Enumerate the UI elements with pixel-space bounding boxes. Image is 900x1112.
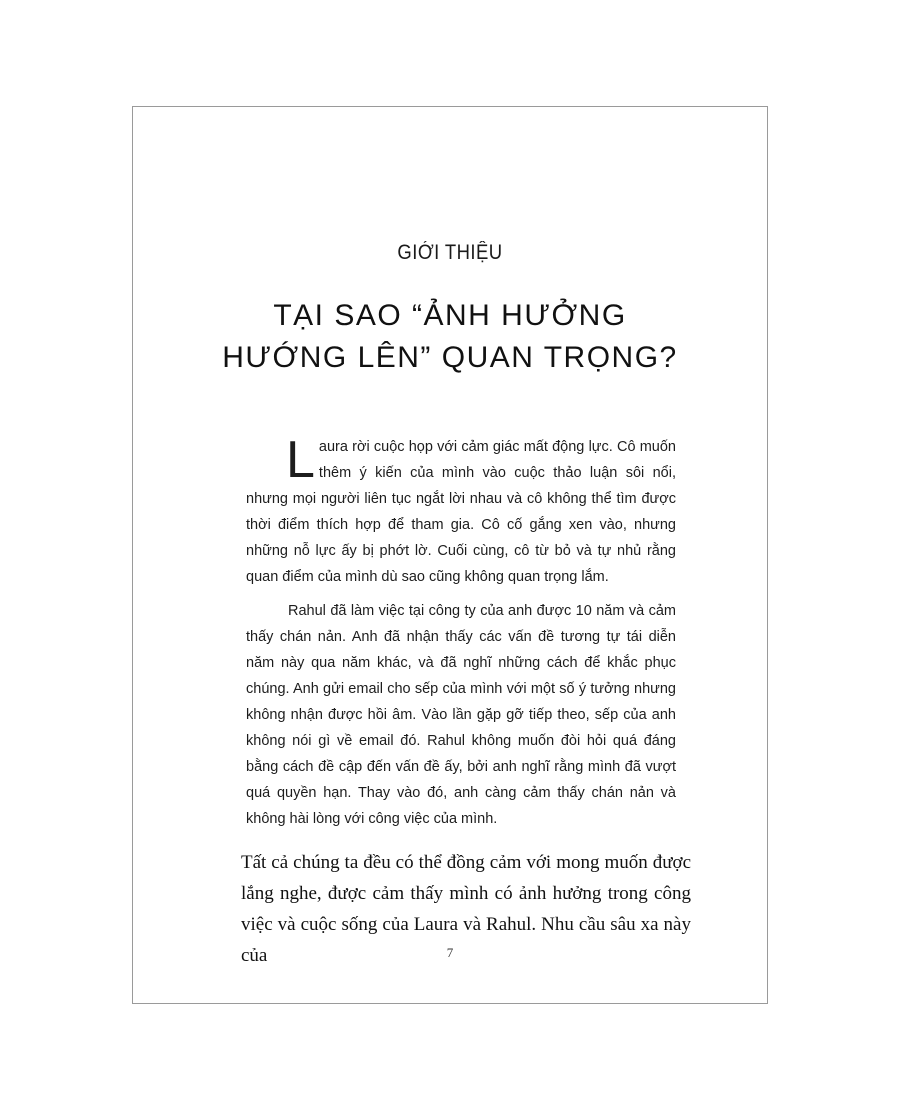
chapter-title-line-1: TẠI SAO “ẢNH HƯỞNG [273,299,627,332]
paragraph-laura-text: aura rời cuộc họp với cảm giác mất động lực. Cô muốn thêm ý kiến của mình vào cuộc thảo luận sôi nổi, nhưng mọi người liên tục ngắt lời nhau và cô không thể tìm được thời điểm thích hợp để tham gia. Cô cố gắng xen vào, nhưng những nỗ lực ấy bị phớt lờ. Cuối cùng, cô từ bỏ và tự nhủ rằng quan điểm của mình dù sao cũng không quan trọng lắm. [246,439,676,585]
chapter-title [133,295,767,379]
book-page [132,106,768,1004]
chapter-title-line-2: HƯỚNG LÊN” QUAN TRỌNG? [222,341,678,374]
page-number: 7 [446,945,454,960]
highlight-paragraph: Tất cả chúng ta đều có thể đồng cảm với mong muốn được lắng nghe, được cảm thấy mình có ảnh hưởng trong công việc và cuộc sống của Laura và Rahul. Nhu cầu sâu xa này của [241,852,691,966]
chapter-label: GIỚI THIỆU [397,241,503,264]
body-text [246,431,676,832]
drop-cap: L [286,431,315,489]
paragraph-laura [246,431,676,590]
paragraph-rahul: Rahul đã làm việc tại công ty của anh được 10 năm và cảm thấy chán nản. Anh đã nhận thấy các vấn đề tương tự tái diễn năm này qua năm khác, và đã nghĩ những cách để khắc phục chúng. Anh gửi email cho sếp của mình với một số ý tưởng nhưng không nhận được hồi âm. Vào lần gặp gỡ tiếp theo, sếp của anh không nói gì về email đó. Rahul không muốn đòi hỏi quá đáng bằng cách đề cập đến vấn đề ấy, bởi anh nghĩ rằng mình đã vượt quá quyền hạn. Thay vào đó, anh càng cảm thấy chán nản và không hài lòng với công việc của mình. [246,603,676,827]
